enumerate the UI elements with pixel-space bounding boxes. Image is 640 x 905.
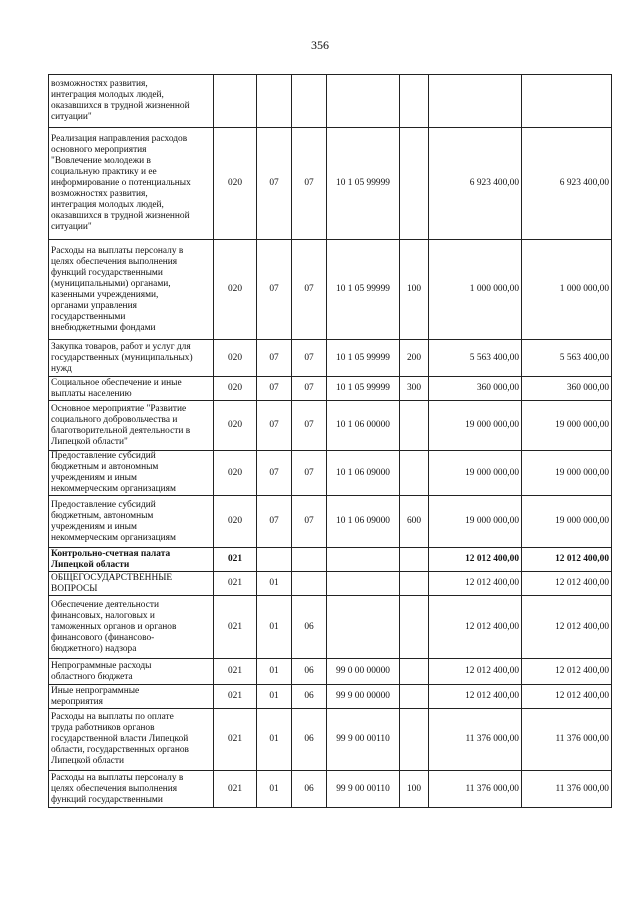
cell-target-article [327, 596, 400, 659]
cell-expense-type [400, 128, 429, 240]
table-row [49, 128, 612, 240]
cell-expense-type: 100 [400, 240, 429, 340]
cell-sum-1: 12 012 400,00 [429, 572, 522, 596]
cell-expense-type [400, 685, 429, 709]
cell-section: 07 [257, 240, 292, 340]
cell-section: 01 [257, 596, 292, 659]
cell-sum-2: 12 012 400,00 [522, 596, 612, 659]
cell-name: Реализация направления расходов основного мероприятия "Вовлечение молодежи в социальную практику и ее информирование о потенциальных возможностях развития, интеграция молодых людей, оказавшихся в трудной жизненной ситуации" [49, 128, 214, 240]
table-row [49, 596, 612, 659]
cell-name: Контрольно-счетная палата Липецкой области [49, 548, 214, 572]
table-row [49, 75, 612, 128]
cell-section: 07 [257, 377, 292, 401]
cell-target-article: 10 1 05 99999 [327, 240, 400, 340]
cell-admin-code: 021 [214, 685, 257, 709]
cell-target-article: 99 9 00 00110 [327, 771, 400, 808]
cell-section: 07 [257, 496, 292, 548]
cell-admin-code: 021 [214, 596, 257, 659]
cell-subsection: 07 [292, 451, 327, 496]
cell-name: Расходы на выплаты персоналу в целях обеспечения выполнения функций государственными (муниципальными) органами, казенными учреждениями, органами управления государственными внебюджетными фондами [49, 240, 214, 340]
cell-sum-1: 5 563 400,00 [429, 340, 522, 377]
cell-sum-1: 12 012 400,00 [429, 659, 522, 685]
table-row [49, 709, 612, 771]
cell-name: Предоставление субсидий бюджетным и автономным учреждениям и иным некоммерческим организациям [49, 451, 214, 496]
cell-target-article: 10 1 05 99999 [327, 377, 400, 401]
table-row [49, 377, 612, 401]
cell-sum-1: 11 376 000,00 [429, 709, 522, 771]
cell-subsection: 07 [292, 401, 327, 451]
cell-admin-code: 020 [214, 496, 257, 548]
table-row [49, 572, 612, 596]
cell-admin-code: 020 [214, 451, 257, 496]
cell-sum-2: 12 012 400,00 [522, 685, 612, 709]
cell-sum-1: 6 923 400,00 [429, 128, 522, 240]
cell-target-article: 10 1 06 00000 [327, 401, 400, 451]
cell-admin-code: 020 [214, 128, 257, 240]
cell-section: 07 [257, 128, 292, 240]
cell-target-article [327, 548, 400, 572]
cell-admin-code: 021 [214, 572, 257, 596]
cell-section: 01 [257, 685, 292, 709]
cell-name: ОБЩЕГОСУДАРСТВЕННЫЕ ВОПРОСЫ [49, 572, 214, 596]
cell-expense-type [400, 401, 429, 451]
cell-section: 01 [257, 771, 292, 808]
cell-target-article: 99 0 00 00000 [327, 659, 400, 685]
cell-expense-type: 600 [400, 496, 429, 548]
cell-subsection [292, 548, 327, 572]
page-number: 356 [311, 38, 329, 52]
cell-sum-2: 12 012 400,00 [522, 572, 612, 596]
table-row [49, 240, 612, 340]
cell-expense-type: 200 [400, 340, 429, 377]
cell-expense-type [400, 75, 429, 128]
cell-admin-code: 021 [214, 548, 257, 572]
cell-section [257, 548, 292, 572]
cell-name: Закупка товаров, работ и услуг для государственных (муниципальных) нужд [49, 340, 214, 377]
table-body [49, 75, 612, 808]
cell-sum-1: 12 012 400,00 [429, 548, 522, 572]
cell-sum-2: 19 000 000,00 [522, 401, 612, 451]
table-row [49, 771, 612, 808]
cell-sum-2: 19 000 000,00 [522, 496, 612, 548]
cell-expense-type [400, 659, 429, 685]
cell-sum-2 [522, 75, 612, 128]
cell-name: Расходы на выплаты персоналу в целях обеспечения выполнения функций государственными [49, 771, 214, 808]
cell-target-article: 10 1 05 99999 [327, 340, 400, 377]
cell-name: Социальное обеспечение и иные выплаты населению [49, 377, 214, 401]
cell-sum-1 [429, 75, 522, 128]
cell-target-article: 10 1 06 09000 [327, 496, 400, 548]
cell-subsection: 06 [292, 659, 327, 685]
cell-sum-1: 12 012 400,00 [429, 685, 522, 709]
cell-sum-2: 12 012 400,00 [522, 548, 612, 572]
cell-sum-1: 360 000,00 [429, 377, 522, 401]
cell-sum-2: 1 000 000,00 [522, 240, 612, 340]
cell-expense-type [400, 572, 429, 596]
cell-sum-2: 360 000,00 [522, 377, 612, 401]
table-row [49, 548, 612, 572]
cell-section [257, 75, 292, 128]
cell-expense-type [400, 451, 429, 496]
cell-subsection: 06 [292, 596, 327, 659]
cell-sum-1: 11 376 000,00 [429, 771, 522, 808]
cell-subsection: 06 [292, 709, 327, 771]
cell-admin-code: 020 [214, 340, 257, 377]
cell-admin-code: 020 [214, 401, 257, 451]
cell-section: 01 [257, 572, 292, 596]
cell-target-article: 99 9 00 00110 [327, 709, 400, 771]
cell-sum-1: 19 000 000,00 [429, 451, 522, 496]
cell-name: возможностях развития, интеграция молодых людей, оказавшихся в трудной жизненной ситуации" [49, 75, 214, 128]
cell-admin-code: 021 [214, 659, 257, 685]
cell-subsection: 07 [292, 340, 327, 377]
table-row [49, 401, 612, 451]
cell-sum-2: 6 923 400,00 [522, 128, 612, 240]
cell-subsection: 07 [292, 496, 327, 548]
cell-target-article [327, 572, 400, 596]
cell-subsection: 07 [292, 377, 327, 401]
cell-expense-type: 100 [400, 771, 429, 808]
cell-expense-type [400, 548, 429, 572]
cell-admin-code: 021 [214, 771, 257, 808]
cell-subsection [292, 572, 327, 596]
cell-name: Обеспечение деятельности финансовых, налоговых и таможенных органов и органов финансового (финансово- бюджетного) надзора [49, 596, 214, 659]
cell-sum-1: 12 012 400,00 [429, 596, 522, 659]
budget-table [48, 74, 612, 808]
cell-subsection: 07 [292, 128, 327, 240]
cell-target-article: 10 1 05 99999 [327, 128, 400, 240]
cell-admin-code: 021 [214, 709, 257, 771]
cell-expense-type [400, 709, 429, 771]
cell-name: Иные непрограммные мероприятия [49, 685, 214, 709]
cell-sum-2: 19 000 000,00 [522, 451, 612, 496]
cell-name: Предоставление субсидий бюджетным, автономным учреждениям и иным некоммерческим организациям [49, 496, 214, 548]
cell-sum-2: 5 563 400,00 [522, 340, 612, 377]
cell-sum-1: 19 000 000,00 [429, 401, 522, 451]
cell-target-article [327, 75, 400, 128]
table-row [49, 685, 612, 709]
cell-name: Основное мероприятие "Развитие социального добровольчества и благотворительной деятельности в Липецкой области" [49, 401, 214, 451]
cell-sum-2: 11 376 000,00 [522, 709, 612, 771]
cell-section: 07 [257, 451, 292, 496]
cell-admin-code: 020 [214, 240, 257, 340]
cell-name: Непрограммные расходы областного бюджета [49, 659, 214, 685]
table-row [49, 659, 612, 685]
cell-subsection [292, 75, 327, 128]
cell-expense-type: 300 [400, 377, 429, 401]
cell-admin-code [214, 75, 257, 128]
cell-admin-code: 020 [214, 377, 257, 401]
table-row [49, 340, 612, 377]
table-row [49, 496, 612, 548]
table-row [49, 451, 612, 496]
cell-subsection: 06 [292, 771, 327, 808]
cell-name: Расходы на выплаты по оплате труда работников органов государственной власти Липецкой области, государственных органов Липецкой области [49, 709, 214, 771]
cell-section: 07 [257, 340, 292, 377]
cell-section: 01 [257, 659, 292, 685]
cell-sum-1: 1 000 000,00 [429, 240, 522, 340]
cell-target-article: 99 9 00 00000 [327, 685, 400, 709]
cell-expense-type [400, 596, 429, 659]
cell-subsection: 07 [292, 240, 327, 340]
cell-section: 07 [257, 401, 292, 451]
cell-sum-1: 19 000 000,00 [429, 496, 522, 548]
cell-subsection: 06 [292, 685, 327, 709]
cell-section: 01 [257, 709, 292, 771]
cell-target-article: 10 1 06 09000 [327, 451, 400, 496]
cell-sum-2: 11 376 000,00 [522, 771, 612, 808]
cell-sum-2: 12 012 400,00 [522, 659, 612, 685]
